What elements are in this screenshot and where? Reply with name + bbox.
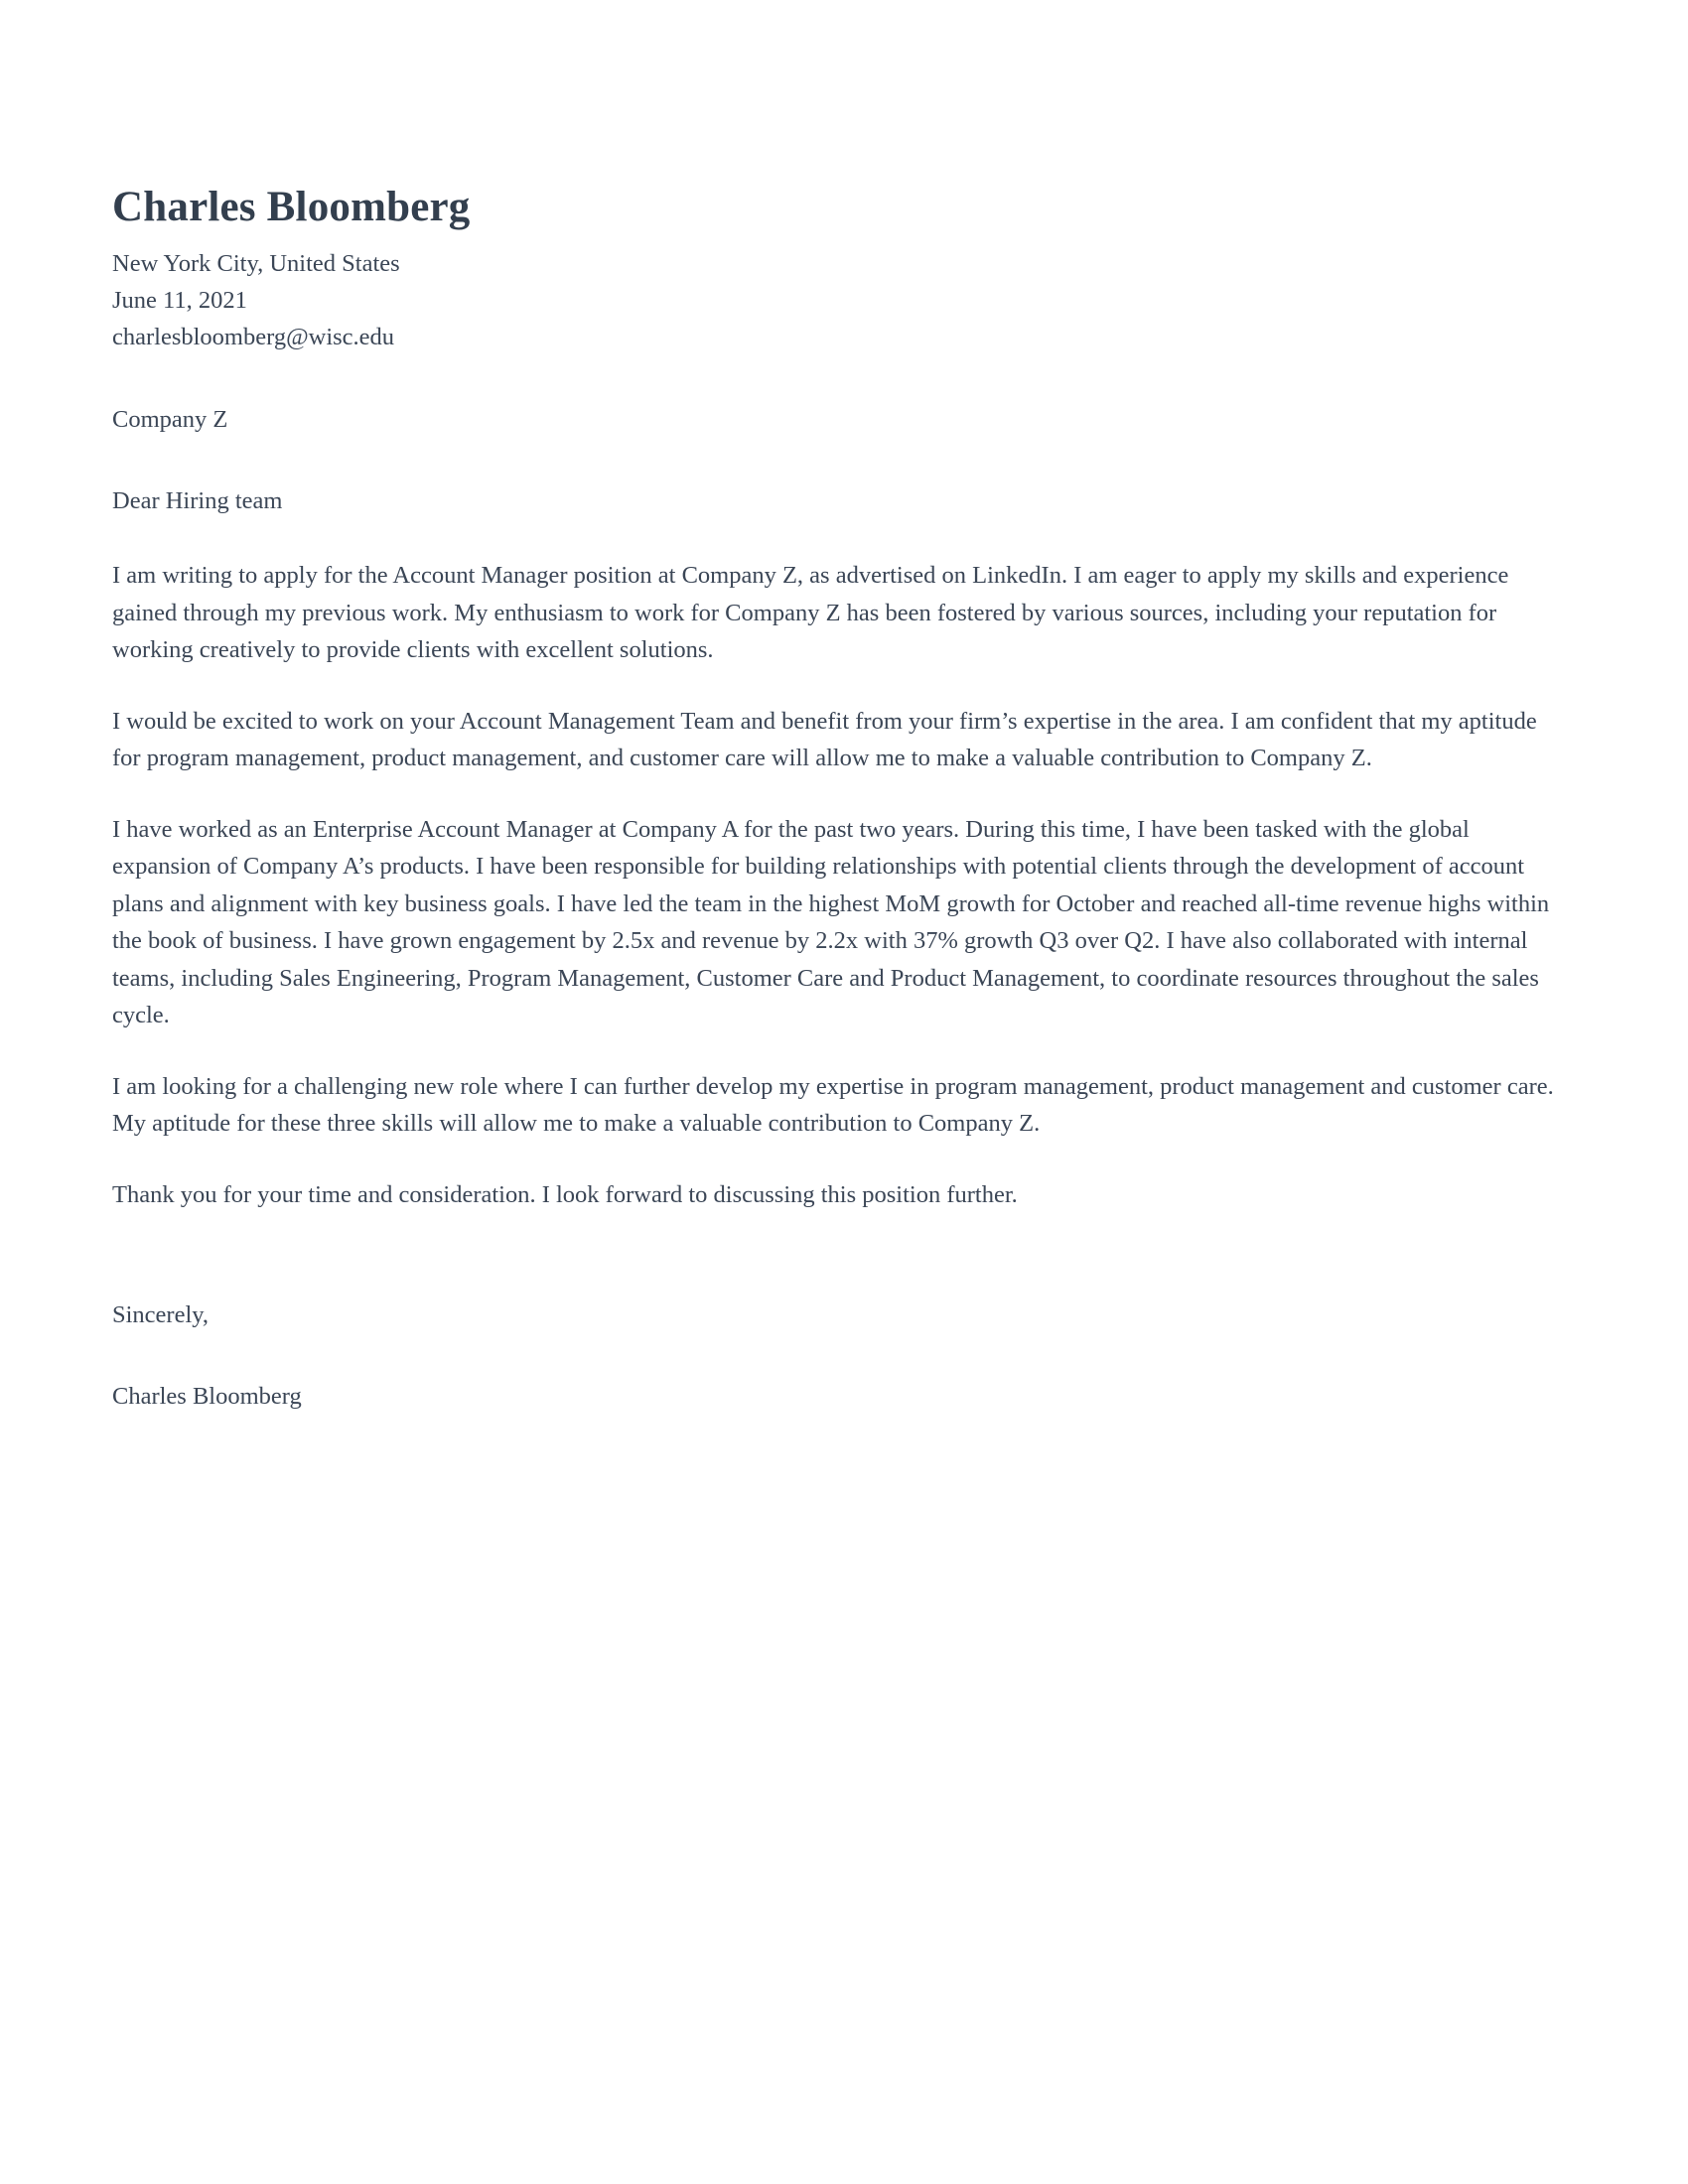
body-paragraph-2: I would be excited to work on your Account Management Team and benefit from your firm’s expertise in the area. I am confident that my aptitude for program management, product management, and customer care will allow me to make a valuable contribution to Company Z. [112, 707, 1537, 772]
body-paragraph-3: I have worked as an Enterprise Account Manager at Company A for the past two years. During this time, I have been tasked with the global expansion of Company A’s products. I have been responsible for building relationships with potential clients through the development of account plans and alignment with key business goals. I have led the team in the highest MoM growth for October and reached all-time revenue highs within the book of business. I have grown engagement by 2.5x and revenue by 2.2x with 37% growth Q3 over Q2. I have also collaborated with internal teams, including Sales Engineering, Program Management, Customer Care and Product Management, to coordinate resources throughout the sales cycle. [112, 815, 1550, 1029]
letter-header [112, 184, 1557, 355]
sender-location: New York City, United States [112, 250, 400, 278]
sender-contact-block [112, 245, 1557, 355]
letter-date: June 11, 2021 [112, 287, 247, 315]
salutation: Dear Hiring team [112, 487, 283, 515]
signature-name: Charles Bloomberg [112, 1383, 302, 1411]
recipient-company: Company Z [112, 406, 228, 434]
body-paragraph-5: Thank you for your time and consideration. I look forward to discussing this position further. [112, 1180, 1018, 1208]
valediction: Sincerely, [112, 1301, 210, 1329]
letter-body [112, 557, 1557, 1213]
sender-name: Charles Bloomberg [112, 184, 471, 230]
letter-closing [112, 1297, 1557, 1415]
body-paragraph-1: I am writing to apply for the Account Manager position at Company Z, as advertised on LinkedIn. I am eager to apply my skills and experience gained through my previous work. My enthusiasm to work for Company Z has been fostered by various sources, including your reputation for working creatively to provide clients with excellent solutions. [112, 562, 1509, 664]
cover-letter [112, 184, 1557, 1415]
sender-email: charlesbloomberg@wisc.edu [112, 324, 395, 351]
body-paragraph-4: I am looking for a challenging new role where I can further develop my expertise in program management, product management and customer care. My aptitude for these three skills will allow me to make a valuable contribution to Company Z. [112, 1072, 1554, 1138]
